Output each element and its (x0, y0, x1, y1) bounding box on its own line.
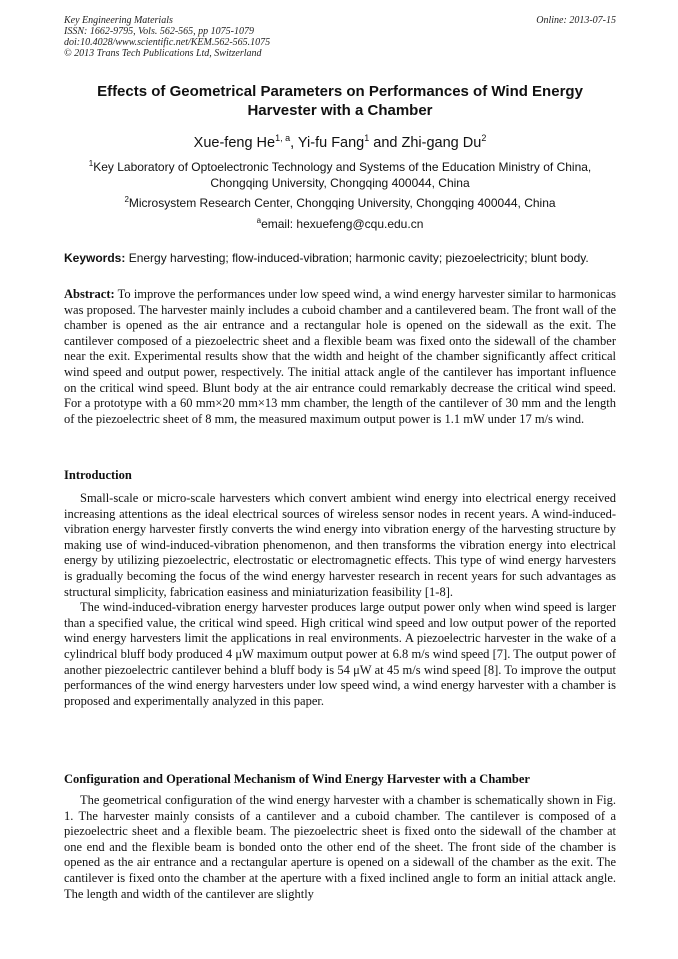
author-name: Zhi-gang Du (401, 135, 482, 151)
keywords-text: Energy harvesting; flow-induced-vibration; harmonic cavity; piezoelectricity; blunt body. (125, 251, 589, 265)
author-affiliation-mark: 1 (364, 133, 370, 143)
abstract-text: To improve the performances under low speed wind, a wind energy harvester similar to harmonicas was proposed. The harvester mainly includes a cuboid chamber and a cantilevered beam. The front wall of the chamber is opened as the air entrance and a rectangular hole is opened on the sidewall as the exit. The cantilever composed of a piezoelectric sheet and a flexible beam was fixed onto the sidewall of the chamber near the exit. Experimental results show that the width and height of the chamber significantly affect critical wind speed and output power, respectively. The initial attack angle of the cantilever has important influence on the critical wind speed. Blunt body at the air entrance could remarkably decrease the critical wind speed. For a prototype with a 60 mm×20 mm×13 mm chamber, the length of the cantilever of 30 mm and the length of the piezoelectric sheet of 8 mm, the measured maximum output power is 1.1 mW under 17 m/s wind. (64, 287, 616, 426)
email-text: email: hexuefeng@cqu.edu.cn (261, 217, 424, 231)
author-separator: and (369, 135, 402, 151)
paragraph: The wind-induced-vibration energy harvester produces large output power only when wind speed is larger than a specified value, the critical wind speed. High critical wind speed and low output power of the reported wind energy harvesters limit the applications in real environments. A piezoelectric harvester in the wake of a cylindrical bluff body produced 4 μW maximum output power at 6.8 m/s wind speed [7]. The output power of another piezoelectric cantilever behind a bluff body is 54 μW at 45 m/s wind speed [8]. To improve the output performances of the wind energy harvesters under low speed wind, a wind energy harvester with a chamber is proposed and experimentally analyzed in this paper. (64, 600, 616, 708)
author-name: Xue-feng He (193, 135, 276, 151)
affiliation-2 (64, 192, 616, 211)
title-line-1: Effects of Geometrical Parameters on Performances of Wind Energy (97, 83, 583, 100)
paragraph: The geometrical configuration of the wind energy harvester with a chamber is schematically shown in Fig. 1. The harvester mainly consists of a cantilever and a cuboid chamber. The cantilever is composed of a piezoelectric sheet and a flexible beam. The piezoelectric sheet is fixed onto the sidewall of the chamber at one end and the flexible beam is bonded onto the other end of the sheet. The front side of the chamber is opened as the air entrance and a rectangular aperture is opened on a sidewall of the chamber as the exit. The cantilever is fixed onto the chamber at the aperture with a fixed inclined angle to form an initial attack angle. The length and width of the cantilever are slightly (64, 793, 616, 901)
affiliation-text: Microsystem Research Center, Chongqing University, Chongqing 400044, China (128, 196, 556, 210)
issn-line: ISSN: 1662-9795, Vols. 562-565, pp 1075-1079 (64, 26, 254, 37)
section-heading-introduction: Introduction (64, 468, 132, 482)
affiliation-mark: 1 (88, 159, 94, 168)
section-heading-configuration: Configuration and Operational Mechanism of Wind Energy Harvester with a Chamber (64, 772, 530, 786)
doi-line: doi:10.4028/www.scientific.net/KEM.562-565.1075 (64, 37, 271, 48)
keywords-label: Keywords: (64, 251, 126, 265)
online-date: Online: 2013-07-15 (536, 15, 616, 26)
paper-title (64, 82, 616, 120)
configuration-body (64, 793, 616, 902)
affiliation-text: Chongqing University, Chongqing 400044, China (210, 176, 470, 190)
author-affiliation-mark: 2 (481, 133, 487, 143)
affiliation-mark: 2 (124, 195, 129, 204)
abstract-label: Abstract: (64, 287, 115, 301)
author-name: Yi-fu Fang (297, 135, 365, 151)
running-header (64, 15, 616, 59)
email-mark: a (256, 216, 262, 225)
affiliation-text: Key Laboratory of Optoelectronic Technology and Systems of the Education Ministry of China, (93, 160, 592, 174)
author-list (64, 129, 616, 152)
abstract (64, 287, 616, 427)
keywords (64, 250, 616, 266)
author-affiliation-mark: 1, a (275, 133, 291, 143)
introduction-body (64, 491, 616, 709)
author-separator: , (290, 135, 298, 151)
corresponding-email (64, 213, 616, 232)
paragraph: Small-scale or micro-scale harvesters which convert ambient wind energy into electrical energy received increasing attentions as the ideal electrical sources of wireless sensor nodes in recent years. A wind-induced-vibration energy harvester firstly converts the wind energy into vibration energy of the harvesting structure by making use of wind-induced-vibration phenomenon, and then transforms the vibration energy into electrical energy by utilizing piezoelectric, electrostatic or electromagnetic effects. This type of wind energy harvesters is gradually becoming the focus of the wind energy harvester research in recent years for such advantages as structural simplicity, fabrication easiness and miniaturization feasibility [1-8]. (64, 491, 616, 599)
title-line-2: Harvester with a Chamber (247, 102, 433, 119)
journal-name: Key Engineering Materials (64, 15, 173, 26)
copyright-line: © 2013 Trans Tech Publications Ltd, Switzerland (64, 48, 262, 59)
affiliation-1 (64, 156, 616, 191)
